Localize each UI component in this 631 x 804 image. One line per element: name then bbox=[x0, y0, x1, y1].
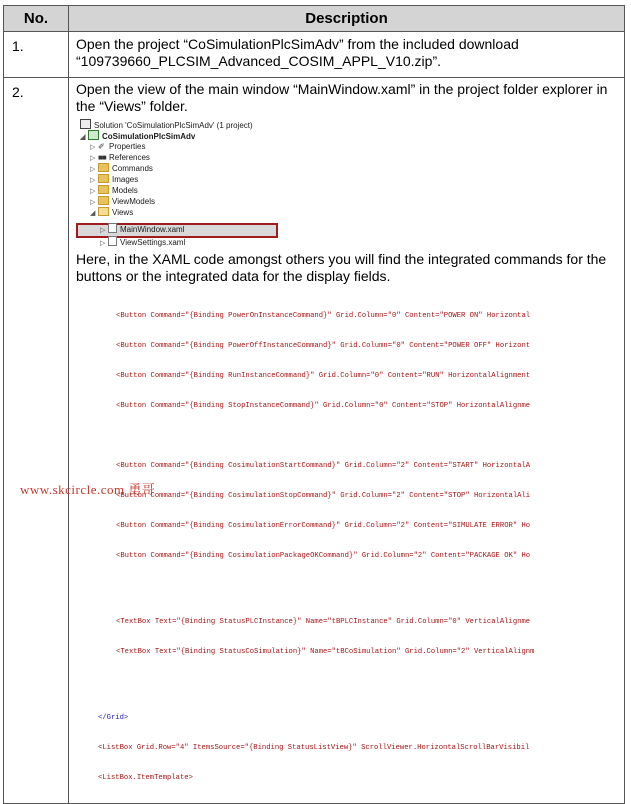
step-description bbox=[69, 78, 625, 804]
tree-item-images[interactable]: ▷ Images bbox=[90, 175, 139, 184]
watermark: www.skcircle.com 勇哥 bbox=[20, 482, 156, 497]
tree-item-solution[interactable]: Solution 'CoSimulationPlcSimAdv' (1 project) bbox=[80, 119, 253, 130]
code-line: <ListBox Grid.Row="4" ItemsSource="{Binding StatusListView}" ScrollViewer.HorizontalScrollBarVisibil bbox=[98, 744, 530, 752]
tree-item-models[interactable]: ▷ Models bbox=[90, 186, 138, 195]
expanded-arrow-icon[interactable]: ◢ bbox=[90, 210, 96, 217]
code-line: <Button Command="{Binding RunInstanceCommand}" Grid.Column="0" Content="RUN" HorizontalAlignment bbox=[116, 372, 531, 380]
collapsed-arrow-icon[interactable]: ▷ bbox=[90, 188, 96, 195]
header-row bbox=[4, 6, 625, 32]
code-line: <Button Command="{Binding CosimulationStopCommand}" Grid.Column="2" Content="STOP" HorizontalAli bbox=[116, 492, 531, 500]
collapsed-arrow-icon[interactable]: ▷ bbox=[100, 240, 106, 247]
wrench-icon: ✐ bbox=[98, 142, 105, 151]
code-line: <TextBox Text="{Binding StatusCoSimulation}" Name="tBCoSimulation" Grid.Column="2" VerticalAlignm bbox=[116, 648, 535, 656]
step-number: 2. bbox=[4, 78, 69, 804]
collapsed-arrow-icon[interactable]: ▷ bbox=[90, 177, 96, 184]
folder-icon bbox=[98, 185, 109, 194]
tree-item-mainwindow[interactable]: ▷ MainWindow.xaml bbox=[100, 225, 185, 234]
collapsed-arrow-icon[interactable]: ▷ bbox=[90, 199, 96, 206]
folder-icon bbox=[98, 163, 109, 172]
tree-item-views[interactable]: ◢ Views bbox=[90, 208, 134, 217]
collapsed-arrow-icon[interactable]: ▷ bbox=[90, 166, 96, 173]
collapsed-arrow-icon[interactable]: ▷ bbox=[100, 227, 106, 234]
tree-item-references[interactable]: ▷ ■■ References bbox=[90, 153, 150, 162]
folder-icon bbox=[98, 196, 109, 205]
header-description: Description bbox=[69, 6, 625, 32]
header-no: No. bbox=[4, 6, 69, 32]
code-line: <Button Command="{Binding CosimulationPackageOKCommand}" Grid.Column="2" Content="PACKAGE OK" Ho bbox=[116, 552, 531, 560]
tree-item-properties[interactable]: ▷ ✐ Properties bbox=[90, 142, 146, 151]
step-description bbox=[69, 32, 625, 78]
xaml-file-icon bbox=[108, 236, 117, 246]
code-line: </Grid> bbox=[98, 714, 129, 722]
tree-item-viewmodels[interactable]: ▷ ViewModels bbox=[90, 197, 155, 206]
expanded-arrow-icon[interactable]: ◢ bbox=[80, 134, 86, 141]
code-line: <Button Command="{Binding CosimulationErrorCommand}" Grid.Column="2" Content="SIMULATE ERROR" Ho bbox=[116, 522, 531, 530]
code-line: <ListBox.ItemTemplate> bbox=[98, 774, 193, 782]
instruction-table bbox=[3, 5, 625, 804]
code-line: <Button Command="{Binding PowerOnInstanceCommand}" Grid.Column="0" Content="POWER ON" Horizontal bbox=[116, 312, 531, 320]
step-text-secondary: Here, in the XAML code amongst others you will find the integrated commands for the buttons or the integrated data for the display fields. bbox=[76, 251, 607, 284]
collapsed-arrow-icon[interactable]: ▷ bbox=[90, 155, 96, 162]
tree-item-project[interactable]: ◢ CoSimulationPlcSimAdv bbox=[80, 132, 196, 141]
collapsed-arrow-icon[interactable]: ▷ bbox=[90, 144, 96, 151]
step-text: Open the view of the main window “MainWindow.xaml” in the project folder explorer in the “Views” folder. bbox=[76, 81, 608, 114]
folder-icon bbox=[98, 174, 109, 183]
xaml-code-block bbox=[98, 291, 618, 803]
solution-icon bbox=[80, 119, 91, 129]
code-line: <Button Command="{Binding CosimulationStartCommand}" Grid.Column="2" Content="START" HorizontalA bbox=[116, 462, 531, 470]
table-row bbox=[4, 78, 625, 804]
code-line: <Button Command="{Binding StopInstanceCommand}" Grid.Column="0" Content="STOP" HorizontalAlignme bbox=[116, 402, 531, 410]
solution-explorer bbox=[76, 119, 618, 247]
step-number: 1. bbox=[4, 32, 69, 78]
step-text: Open the project “CoSimulationPlcSimAdv” from the included download “109739660_PLCSIM_Advanced_COSIM_APPL_V10.zip”. bbox=[76, 36, 519, 69]
code-line: <TextBox Text="{Binding StatusPLCInstance}" Name="tBPLCInstance" Grid.Column="0" VerticalAlignme bbox=[116, 618, 531, 626]
tree-item-commands[interactable]: ▷ Commands bbox=[90, 164, 153, 173]
table-row bbox=[4, 32, 625, 78]
folder-open-icon bbox=[98, 207, 109, 216]
code-line: <Button Command="{Binding PowerOffInstanceCommand}" Grid.Column="0" Content="POWER OFF" Horizont bbox=[116, 342, 531, 350]
tree-item-viewsettings[interactable]: ▷ ViewSettings.xaml bbox=[100, 238, 186, 247]
references-icon: ■■ bbox=[98, 153, 106, 162]
xaml-file-icon bbox=[108, 223, 117, 233]
project-icon bbox=[88, 130, 99, 140]
